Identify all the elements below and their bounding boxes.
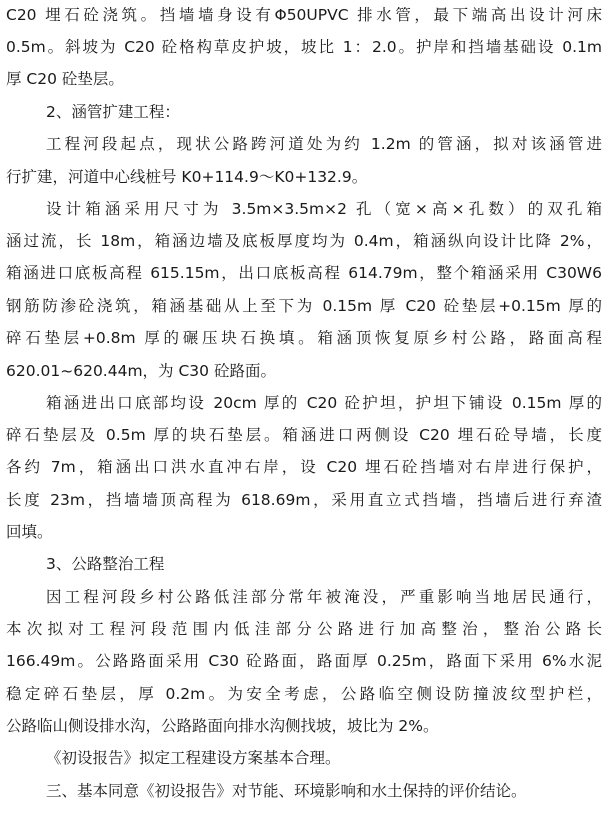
text-line: 本次拟对工程河段范围内低洼部分公路进行加高整治，整治公路长: [6, 620, 602, 638]
text-line: 长度 23m，挡墙墙顶高程为 618.69m，采用直立式挡墙，挡墙后进行弃渣: [6, 491, 602, 509]
text-line: 箱涵进出口底部均设 20cm 厚的 C20 砼护坦，护坦下铺设 0.15m 厚的: [46, 394, 602, 412]
text-line: 稳定碎石垫层，厚 0.2m。为安全考虑，公路临空侧设防撞波纹型护栏，: [6, 685, 602, 703]
text-line: 620.01~620.44m，为 C30 砼路面。: [6, 362, 276, 380]
text-line: 钢筋防渗砼浇筑，箱涵基础从上至下为 0.15m 厚 C20 砼垫层+0.15m 厚的: [6, 297, 602, 315]
text-line: 碎石垫层及 0.5m 厚的块石垫层。箱涵进口两侧设 C20 埋石砼导墙，长度: [6, 426, 602, 444]
text-line: 166.49m。公路路面采用 C30 砼路面，路面厚 0.25m，路面下采用 6%水泥: [6, 652, 602, 670]
text-line: 因工程河段乡村公路低洼部分常年被淹没，严重影响当地居民通行，: [46, 588, 602, 606]
text-line: 设计箱涵采用尺寸为 3.5m×3.5m×2 孔（宽×高×孔数）的双孔箱: [46, 200, 602, 218]
section-heading: 3、公路整治工程: [46, 555, 165, 573]
text-line: 箱涵进口底板高程 615.15m，出口底板高程 614.79m，整个箱涵采用 C30W6: [6, 264, 602, 282]
text-line: 公路临山侧设排水沟，公路路面向排水沟侧找坡，坡比为 2%。: [6, 717, 439, 735]
text-line: 0.5m。斜坡为 C20 砼格构草皮护坡，坡比 1：2.0。护岸和挡墙基础设 0.1m: [6, 38, 602, 56]
text-line: 回填。: [6, 523, 53, 541]
text-line: 行扩建，河道中心线桩号 K0+114.9～K0+132.9。: [6, 168, 368, 186]
text-line: 三、基本同意《初设报告》对节能、环境影响和水土保持的评价结论。: [46, 782, 527, 800]
text-line: 《初设报告》拟定工程建设方案基本合理。: [46, 749, 341, 767]
text-line: C20 埋石砼浇筑。挡墙墙身设有Φ50UPVC 排水管，最下端高出设计河床: [6, 6, 602, 24]
text-line: 碎石垫层+0.8m 厚的碾压块石换填。箱涵顶恢复原乡村公路，路面高程: [6, 329, 602, 347]
text-line: 工程河段起点，现状公路跨河道处为约 1.2m 的管涵，拟对该涵管进: [46, 135, 602, 153]
text-line: 厚 C20 砼垫层。: [6, 70, 124, 88]
text-line: 各约 7m，箱涵出口洪水直冲右岸，设 C20 埋石砼挡墙对右岸进行保护，: [6, 458, 602, 476]
section-heading: 2、涵管扩建工程：: [46, 103, 180, 121]
text-line: 涵过流，长 18m，箱涵边墙及底板厚度均为 0.4m，箱涵纵向设计比降 2%，: [6, 232, 602, 250]
